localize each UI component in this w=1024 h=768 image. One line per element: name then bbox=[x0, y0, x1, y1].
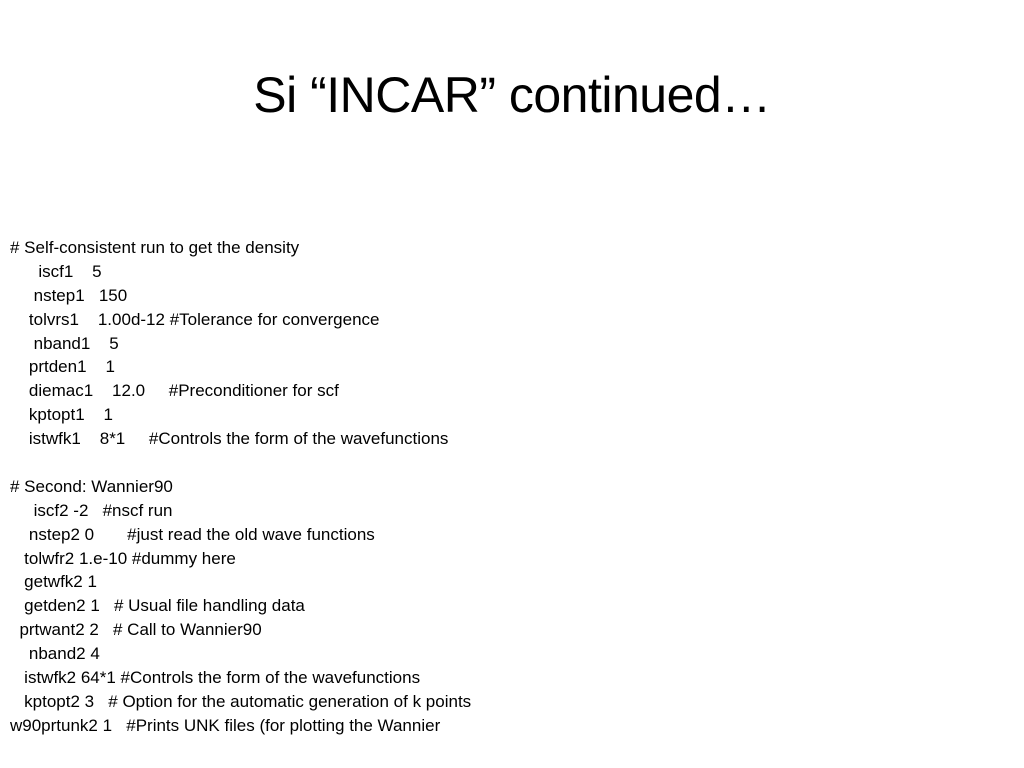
code-line: nband2 4 bbox=[10, 644, 100, 664]
code-line: getwfk2 1 bbox=[10, 572, 97, 592]
code-line: tolvrs1 1.00d-12 #Tolerance for convergence bbox=[10, 309, 380, 329]
code-line: diemac1 12.0 #Preconditioner for scf bbox=[10, 381, 339, 401]
code-line: tolwfr2 1.e-10 #dummy here bbox=[10, 548, 236, 568]
code-line: iscf1 5 bbox=[10, 261, 102, 281]
code-line: kptopt2 3 # Option for the automatic generation of k points bbox=[10, 691, 472, 711]
code-line: prtden1 1 bbox=[10, 357, 115, 377]
code-line: w90prtunk2 1 #Prints UNK files (for plotting the Wannier bbox=[10, 715, 441, 735]
incar-code-block bbox=[10, 236, 471, 738]
code-line: nband1 5 bbox=[10, 333, 119, 353]
code-line: istwfk2 64*1 #Controls the form of the wavefunctions bbox=[10, 668, 421, 688]
code-line: istwfk1 8*1 #Controls the form of the wavefunctions bbox=[10, 429, 449, 449]
code-line: getden2 1 # Usual file handling data bbox=[10, 596, 305, 616]
code-line: kptopt1 1 bbox=[10, 405, 114, 425]
blank-line bbox=[10, 451, 471, 475]
slide-title: Si “INCAR” continued… bbox=[253, 67, 771, 123]
code-line: nstep2 0 #just read the old wave functions bbox=[10, 524, 375, 544]
code-line: nstep1 150 bbox=[10, 285, 128, 305]
code-line: # Self-consistent run to get the density bbox=[10, 238, 300, 257]
code-line: # Second: Wannier90 bbox=[10, 476, 173, 496]
code-line: prtwant2 2 # Call to Wannier90 bbox=[10, 620, 262, 640]
code-line: iscf2 -2 #nscf run bbox=[10, 500, 173, 520]
